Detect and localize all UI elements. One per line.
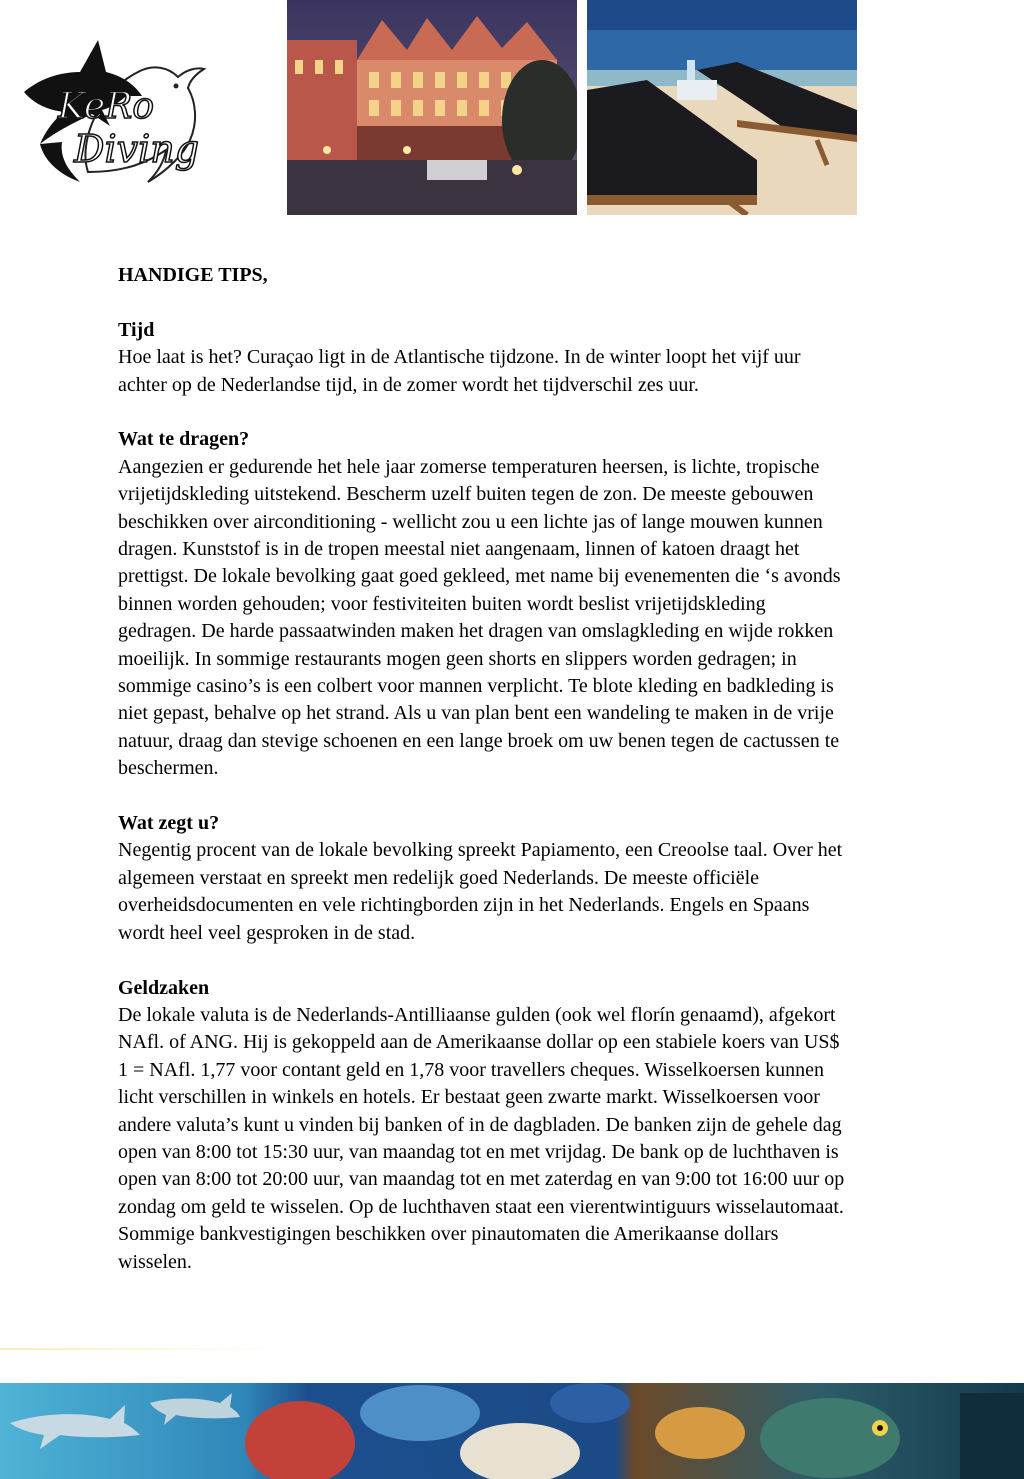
section-wat-te-dragen (118, 426, 958, 782)
section-body: Negentig procent van de lokale bevolking spreekt Papiamento, een Creoolse taal. Over het algemeen verstaat en spreekt men redelijk goed Nederlands. De meeste officiële overheidsdocumenten en vele richtingborden zijn in het Nederlands. Engels en Spaans wordt heel veel gesproken in de stad. (118, 839, 843, 944)
section-heading: Wat zegt u? (118, 812, 220, 835)
section-tijd (118, 317, 958, 399)
footer-divider (0, 1348, 290, 1350)
logo-line2: Diving (74, 127, 200, 171)
section-wat-zegt-u (118, 810, 958, 947)
logo-line1: KeRo (58, 86, 155, 127)
town-square-photo (287, 0, 577, 215)
section-geldzaken (118, 975, 958, 1276)
document-title: HANDIGE TIPS, (118, 264, 268, 286)
section-body: De lokale valuta is de Nederlands-Antilliaanse gulden (ook wel florín genaamd), afgekort NAfl. of ANG. Hij is gekoppeld aan de Amerikaanse dollar op een stabiele koers van US$ 1 = NAfl. 1,77 voor contant geld en 1,78 voor travellers cheques. Wisselkoersen kunnen licht verschillen in winkels en hotels. Er bestaat geen zwarte markt. Wisselkoersen voor andere valuta’s kunt u vinden bij banken of in de dagbladen. De banken zijn de gehele dag open van 8:00 tot 15:30 uur, van maandag tot en met vrijdag. De bank op de luchthaven is open van 8:00 tot 20:00 uur, van maandag tot en met zaterdag en van 9:00 tot 16:00 uur op zondag om geld te wisselen. Op de luchthaven staat een vierentwintiguurs wisselautomaat. Sommige bankvestigingen beschikken over pinautomaten die Amerikaanse dollars wisselen. (118, 1003, 845, 1273)
document-body (118, 262, 958, 1303)
kero-diving-logo (18, 22, 208, 197)
section-heading: Geldzaken (118, 976, 210, 999)
underwater-reef-banner (0, 1383, 1024, 1479)
section-body: Aangezien er gedurende het hele jaar zomerse temperaturen heersen, is lichte, tropische vrijetijdskleding uitstekend. Bescherm uzelf buiten tegen de zon. De meeste gebouwen beschikken over airconditioning - wellicht zou u een lichte jas of lange mouwen kunnen dragen. Kunststof is in de tropen meestal niet aangenaam, linnen of katoen draagt het prettigst. De lokale bevolking gaat goed gekleed, met name bij evenementen die ‘s avonds binnen worden gehouden; voor festiviteiten buiten wordt beslist vrijetijdskleding gedragen. De harde passaatwinden maken het dragen van omslagkleding en wijde rokken moeilijk. In sommige restaurants mogen geen shorts en slippers worden gedragen; in sommige casino’s is een colbert voor mannen verplicht. Te blote kleding en badkleding is niet gepast, behalve op het strand. Als u van plan bent een wandeling te maken in de vrije natuur, draag dan stevige schoenen en een lange broek om uw benen tegen de cactussen te beschermen. (118, 455, 841, 780)
section-heading: Tijd (118, 318, 155, 341)
section-heading: Wat te dragen? (118, 428, 250, 451)
section-body: Hoe laat is het? Curaçao ligt in de Atlantische tijdzone. In de winter loopt het vijf uur achter op de Nederlandse tijd, in de zomer wordt het tijdverschil zes uur. (118, 346, 801, 396)
beach-loungers-photo (587, 0, 857, 215)
